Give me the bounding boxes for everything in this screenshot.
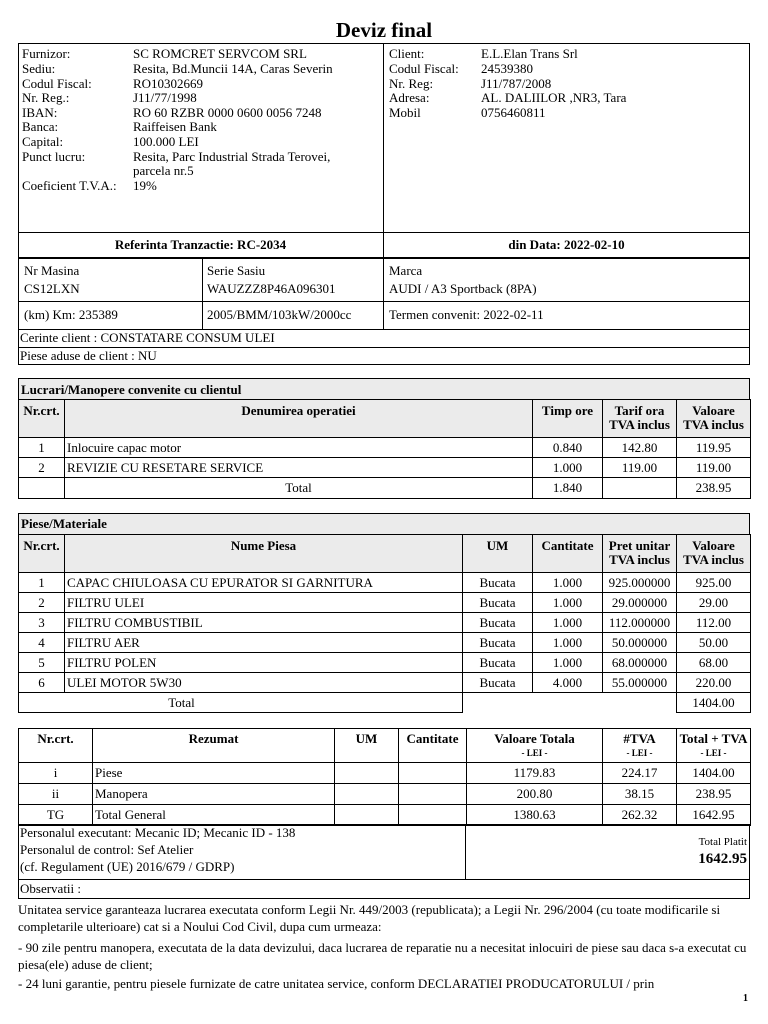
termen-value: Termen convenit: 2022-02-11	[389, 307, 544, 322]
total-timp: 1.840	[533, 478, 603, 499]
cell-nr: 1	[19, 573, 65, 593]
rezumat-header-row	[19, 729, 751, 763]
serie-sasiu-label: Serie Sasiu	[207, 263, 266, 278]
client-adresa-label: Adresa:	[389, 90, 430, 105]
cell-nr: 5	[19, 653, 65, 673]
punct-lucru-label: Punct lucru:	[22, 149, 86, 164]
rezumat-table	[18, 728, 751, 826]
total-valoare: 238.95	[677, 478, 751, 499]
nr-masina-value: CS12LXN	[24, 281, 80, 296]
cell-pret: 29.000000	[603, 593, 677, 613]
cell-pret: 68.000000	[603, 653, 677, 673]
piese-title: Piese/Materiale	[21, 516, 107, 531]
cell-cantitate: 4.000	[533, 673, 603, 693]
table-row	[19, 573, 751, 593]
banca-value: Raiffeisen Bank	[133, 119, 217, 134]
cell-cantitate: 1.000	[533, 633, 603, 653]
cell-timp: 0.840	[533, 438, 603, 458]
cell-cantitate: 1.000	[533, 613, 603, 633]
header-timp-ore: Timp ore	[533, 400, 603, 438]
piese-table	[18, 534, 751, 713]
client-value: E.L.Elan Trans Srl	[481, 46, 578, 61]
total-platit-label: Total Platit	[698, 836, 747, 848]
lucrari-title: Lucrari/Manopere convenite cu clientul	[21, 382, 242, 397]
cell-total: 1404.00	[677, 763, 751, 784]
header-cantitate: Cantitate	[533, 535, 603, 573]
cell-tarif: 119.00	[603, 458, 677, 478]
cell-tarif: 142.80	[603, 438, 677, 458]
header-total-tva: Total + TVA - LEI -	[677, 729, 751, 763]
client-adresa-value: AL. DALIILOR ,NR3, Tara	[481, 90, 627, 105]
table-row	[19, 593, 751, 613]
cell-nr: 2	[19, 458, 65, 478]
gdpr-note: (cf. Regulament (UE) 2016/679 / GDRP)	[20, 859, 235, 874]
cell-nr: i	[19, 763, 93, 784]
table-row	[19, 458, 751, 478]
piese-header-row	[19, 535, 751, 573]
header-valoare: Valoare TVA inclus	[677, 535, 751, 573]
page-number: 1	[743, 993, 748, 1004]
header-valoare-totala: Valoare Totala - LEI -	[467, 729, 603, 763]
sediu-value: Resita, Bd.Muncii 14A, Caras Severin	[133, 61, 333, 76]
header-denumire: Denumirea operatiei	[65, 400, 533, 438]
total-label: Total	[19, 693, 463, 713]
header-pret-unitar: Pret unitar TVA inclus	[603, 535, 677, 573]
capital-label: Capital:	[22, 134, 64, 149]
header-rezumat: Rezumat	[93, 729, 335, 763]
iban-label: IBAN:	[22, 105, 58, 120]
marca-label: Marca	[389, 263, 423, 278]
header-tva: #TVA - LEI -	[603, 729, 677, 763]
marca-value: AUDI / A3 Sportback (8PA)	[389, 281, 537, 296]
table-row	[19, 673, 751, 693]
piese-aduse: Piese aduse de client : NU	[20, 348, 157, 363]
table-row	[19, 613, 751, 633]
cell-denumire: Inlocuire capac motor	[65, 438, 533, 458]
table-row	[19, 784, 751, 805]
lucrari-total-row	[19, 478, 751, 499]
cell-nume: CAPAC CHIULOASA CU EPURATOR SI GARNITURA	[65, 573, 463, 593]
cell-um: Bucata	[463, 653, 533, 673]
total-platit-value: 1642.95	[698, 851, 747, 867]
cell-nr: 4	[19, 633, 65, 653]
client-cod-fiscal-label: Codul Fiscal:	[389, 61, 459, 76]
header-tarif-ora: Tarif ora TVA inclus	[603, 400, 677, 438]
client-mobil-label: Mobil	[389, 105, 421, 120]
garantie-paragraph-3: - 24 luni garantie, pentru piesele furnizate de catre unitatea service, conform DECLARATIEI PRODUCATORULUI / prin	[18, 976, 655, 991]
cell-valoare: 29.00	[677, 593, 751, 613]
header-valoare: Valoare TVA inclus	[677, 400, 751, 438]
cell-nr: 2	[19, 593, 65, 613]
motor-value: 2005/BMM/103kW/2000cc	[207, 307, 352, 322]
cell-valoare: 112.00	[677, 613, 751, 633]
client-cod-fiscal-value: 24539380	[481, 61, 533, 76]
cell-tva: 224.17	[603, 763, 677, 784]
header-cantitate: Cantitate	[399, 729, 467, 763]
serie-sasiu-value: WAUZZZ8P46A096301	[207, 281, 336, 296]
cell-nume: FILTRU AER	[65, 633, 463, 653]
cell-tva: 38.15	[603, 784, 677, 805]
nr-reg-label: Nr. Reg.:	[22, 90, 70, 105]
lucrari-header-row	[19, 400, 751, 438]
cell-valoare: 925.00	[677, 573, 751, 593]
cell-rezumat: Total General	[93, 805, 335, 826]
cell-valoare: 119.95	[677, 438, 751, 458]
cod-fiscal-value: RO10302669	[133, 76, 204, 91]
nr-reg-value: J11/77/1998	[133, 90, 197, 105]
garantie-paragraph-1: Unitatea service garanteaza lucrarea executata conform Legii Nr. 449/2003 (republicata); a Legii Nr. 296/2004 (cu toate modificarile si completarile ulterioare) cat si a Noului Cod Civil, dupa cum urmeaza:	[18, 902, 721, 934]
capital-value: 100.000 LEI	[133, 134, 199, 149]
table-row	[19, 438, 751, 458]
cell-cantitate: 1.000	[533, 593, 603, 613]
header-nume-piesa: Nume Piesa	[65, 535, 463, 573]
cell-valoare: 200.80	[467, 784, 603, 805]
cell-nume: FILTRU ULEI	[65, 593, 463, 613]
cell-denumire: REVIZIE CU RESETARE SERVICE	[65, 458, 533, 478]
header-um: UM	[463, 535, 533, 573]
document-title: Deviz final	[335, 18, 433, 42]
transaction-reference: Referinta Tranzactie: RC-2034	[114, 237, 287, 252]
cell-nume: FILTRU COMBUSTIBIL	[65, 613, 463, 633]
cell-nr: ii	[19, 784, 93, 805]
cell-rezumat: Piese	[93, 763, 335, 784]
header-nr-crt: Nr.crt.	[19, 400, 65, 438]
cell-timp: 1.000	[533, 458, 603, 478]
cerinte-client: Cerinte client : CONSTATARE CONSUM ULEI	[20, 330, 275, 345]
cell-pret: 50.000000	[603, 633, 677, 653]
cell-valoare: 1179.83	[467, 763, 603, 784]
cell-valoare: 1380.63	[467, 805, 603, 826]
cod-fiscal-label: Codul Fiscal:	[22, 76, 92, 91]
vehicle-box	[18, 258, 750, 330]
cell-um: Bucata	[463, 593, 533, 613]
cell-nume: ULEI MOTOR 5W30	[65, 673, 463, 693]
furnizor-value: SC ROMCRET SERVCOM SRL	[133, 46, 307, 61]
cell-valoare: 50.00	[677, 633, 751, 653]
cell-nume: FILTRU POLEN	[65, 653, 463, 673]
sediu-label: Sediu:	[22, 61, 56, 76]
cell-cantitate: 1.000	[533, 573, 603, 593]
table-row	[19, 763, 751, 784]
cell-um: Bucata	[463, 633, 533, 653]
cell-nr: 3	[19, 613, 65, 633]
piese-total-row	[19, 693, 751, 713]
cell-total: 238.95	[677, 784, 751, 805]
tva-label: Coeficient T.V.A.:	[22, 178, 117, 193]
cell-valoare: 119.00	[677, 458, 751, 478]
cell-rezumat: Manopera	[93, 784, 335, 805]
cell-total: 1642.95	[677, 805, 751, 826]
cell-nr: 1	[19, 438, 65, 458]
header-box	[18, 43, 750, 233]
total-valoare: 1404.00	[677, 693, 751, 713]
client-label: Client:	[389, 46, 425, 61]
cell-pret: 55.000000	[603, 673, 677, 693]
km-value: (km) Km: 235389	[24, 307, 118, 322]
client-mobil-value: 0756460811	[481, 105, 546, 120]
cell-um: Bucata	[463, 613, 533, 633]
observatii-box	[18, 879, 750, 899]
iban-value: RO 60 RZBR 0000 0600 0056 7248	[133, 105, 322, 120]
cell-nr: TG	[19, 805, 93, 826]
nr-masina-label: Nr Masina	[24, 263, 80, 278]
banca-label: Banca:	[22, 119, 59, 134]
lucrari-table	[18, 399, 751, 499]
observatii-label: Observatii :	[20, 881, 82, 896]
header-nr-crt: Nr.crt.	[19, 535, 65, 573]
personal-control: Personalul de control: Sef Atelier	[20, 842, 194, 857]
table-row	[19, 805, 751, 826]
furnizor-label: Furnizor:	[22, 46, 71, 61]
table-row	[19, 653, 751, 673]
header-um: UM	[335, 729, 399, 763]
client-nr-reg-label: Nr. Reg:	[389, 76, 434, 91]
tva-value: 19%	[133, 178, 157, 193]
table-row	[19, 633, 751, 653]
cell-valoare: 68.00	[677, 653, 751, 673]
cell-valoare: 220.00	[677, 673, 751, 693]
cell-um: Bucata	[463, 573, 533, 593]
punct-lucru-value-2: parcela nr.5	[133, 163, 194, 178]
total-label: Total	[65, 478, 533, 499]
personal-executant: Personalul executant: Mecanic ID; Mecanic ID - 138	[20, 825, 296, 840]
cell-pret: 925.000000	[603, 573, 677, 593]
garantie-paragraph-2: - 90 zile pentru manopera, executata de la data devizului, daca lucrarea de reparatie nu a necesitat inlocuiri de piese sau daca s-a executat cu piesa(ele) aduse de client;	[18, 940, 747, 972]
piese-title-bar	[18, 513, 750, 535]
cell-pret: 112.000000	[603, 613, 677, 633]
cell-nr: 6	[19, 673, 65, 693]
cell-cantitate: 1.000	[533, 653, 603, 673]
punct-lucru-value: Resita, Parc Industrial Strada Terovei,	[133, 149, 331, 164]
cell-um: Bucata	[463, 673, 533, 693]
client-nr-reg-value: J11/787/2008	[481, 76, 552, 91]
transaction-date: din Data: 2022-02-10	[508, 237, 625, 252]
header-nr-crt: Nr.crt.	[19, 729, 93, 763]
cell-tva: 262.32	[603, 805, 677, 826]
